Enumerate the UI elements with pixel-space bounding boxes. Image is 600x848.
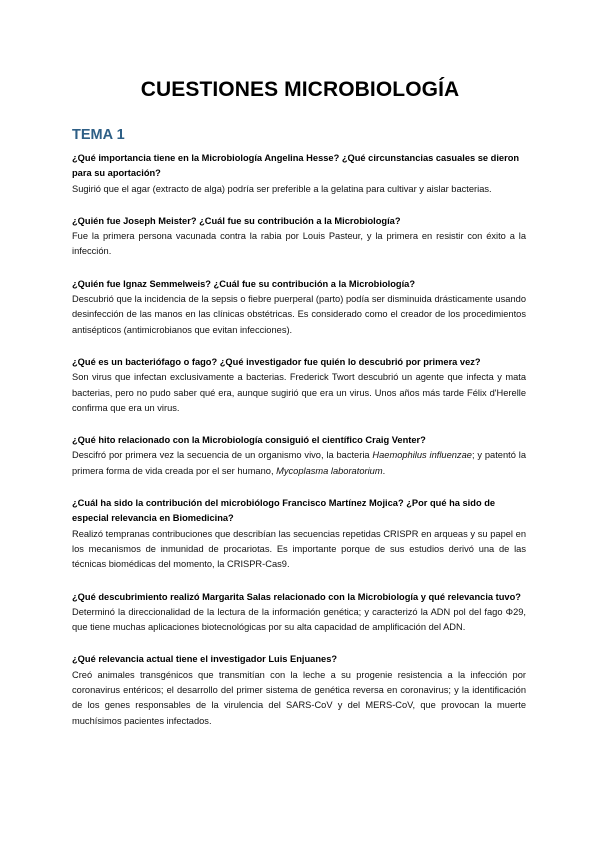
question-text: ¿Qué importancia tiene en la Microbiología Angelina Hesse? ¿Qué circunstancias casuales se dieron para su aportación? bbox=[72, 153, 520, 179]
qa-item bbox=[72, 652, 526, 728]
document-title: CUESTIONES MICROBIOLOGÍA bbox=[140, 78, 460, 101]
qa-item bbox=[72, 590, 526, 636]
qa-item bbox=[72, 496, 526, 572]
qa-item bbox=[72, 151, 526, 197]
qa-item bbox=[72, 433, 526, 479]
answer-text: Sugirió que el agar (extracto de alga) podría ser preferible a la gelatina para cultivar y aislar bacterias. bbox=[72, 183, 492, 194]
qa-item bbox=[72, 355, 526, 416]
question-text: ¿Qué hito relacionado con la Microbiología consiguió el científico Craig Venter? bbox=[72, 435, 426, 446]
answer-text: Fue la primera persona vacunada contra la rabia por Louis Pasteur, y la primera en resistir con éxito a la infección. bbox=[72, 231, 526, 257]
answer-text bbox=[72, 448, 526, 479]
answer-segment: ; y patentó la primera forma de vida creada por el ser humano, bbox=[72, 450, 526, 476]
answer-text: Son virus que infectan exclusivamente a bacterias. Frederick Twort descubrió un agente que infecta y mata bacterias, pero no pudo saber qué era, aunque sugirió que era un virus. Unos años más tarde Félix d'Herelle confirma que era un virus. bbox=[72, 372, 526, 413]
qa-list bbox=[72, 151, 526, 746]
answer-text: Descubrió que la incidencia de la sepsis o fiebre puerperal (parto) podía ser disminuida drásticamente usando desinfección de las manos en las clínicas obstétricas. Es considerado como el creador de los procedimientos antisépticos (antimicrobianos que evitan infecciones). bbox=[72, 294, 526, 335]
question-text: ¿Cuál ha sido la contribución del microbiólogo Francisco Martínez Mojica? ¿Por qué ha sido de especial relevancia en Biomedicina? bbox=[72, 498, 496, 524]
question-text: ¿Qué descubrimiento realizó Margarita Salas relacionado con la Microbiología y qué relevancia tuvo? bbox=[72, 591, 521, 602]
question-text: ¿Quién fue Joseph Meister? ¿Cuál fue su contribución a la Microbiología? bbox=[72, 215, 401, 226]
answer-segment: . bbox=[382, 465, 386, 476]
section-heading: TEMA 1 bbox=[72, 127, 125, 143]
answer-text: Realizó tempranas contribuciones que describían las secuencias repetidas CRISPR en arqueas y su papel en los mecanismos de inmunidad de procariotas. Es importante porque de sus estudios derivó una de las técnicas biomédicas del momento, la CRISPR-Cas9. bbox=[72, 528, 526, 570]
species-name: Haemophilus influenzae bbox=[372, 450, 472, 461]
question-text: ¿Quién fue Ignaz Semmelweis? ¿Cuál fue su contribución a la Microbiología? bbox=[72, 278, 415, 289]
answer-segment: Descifró por primera vez la secuencia de un organismo vivo, la bacteria bbox=[72, 450, 373, 461]
question-text: ¿Qué es un bacteriófago o fago? ¿Qué investigador fue quién lo descubrió por primera vez? bbox=[72, 356, 481, 367]
qa-item bbox=[72, 214, 526, 260]
answer-text: Determinó la direccionalidad de la lectura de la información genética; y caracterizó la ADN pol del fago Φ29, que tiene muchas aplicaciones biotecnológicas por su alta capacidad de amplificación del ADN. bbox=[72, 606, 526, 633]
question-text: ¿Qué relevancia actual tiene el investigador Luis Enjuanes? bbox=[72, 654, 338, 665]
species-name: Mycoplasma laboratorium bbox=[276, 465, 383, 476]
answer-text: Creó animales transgénicos que transmitían con la leche a su progenie resistencia a la infección por coronavirus entéricos; el desarrollo del primer sistema de genética reversa en coronavirus; y la identificación de los genes responsables de la virulencia del SARS-CoV y del MERS-CoV, que provocan la muerte muchísimos pacientes infectados. bbox=[72, 669, 526, 726]
qa-item bbox=[72, 277, 526, 338]
